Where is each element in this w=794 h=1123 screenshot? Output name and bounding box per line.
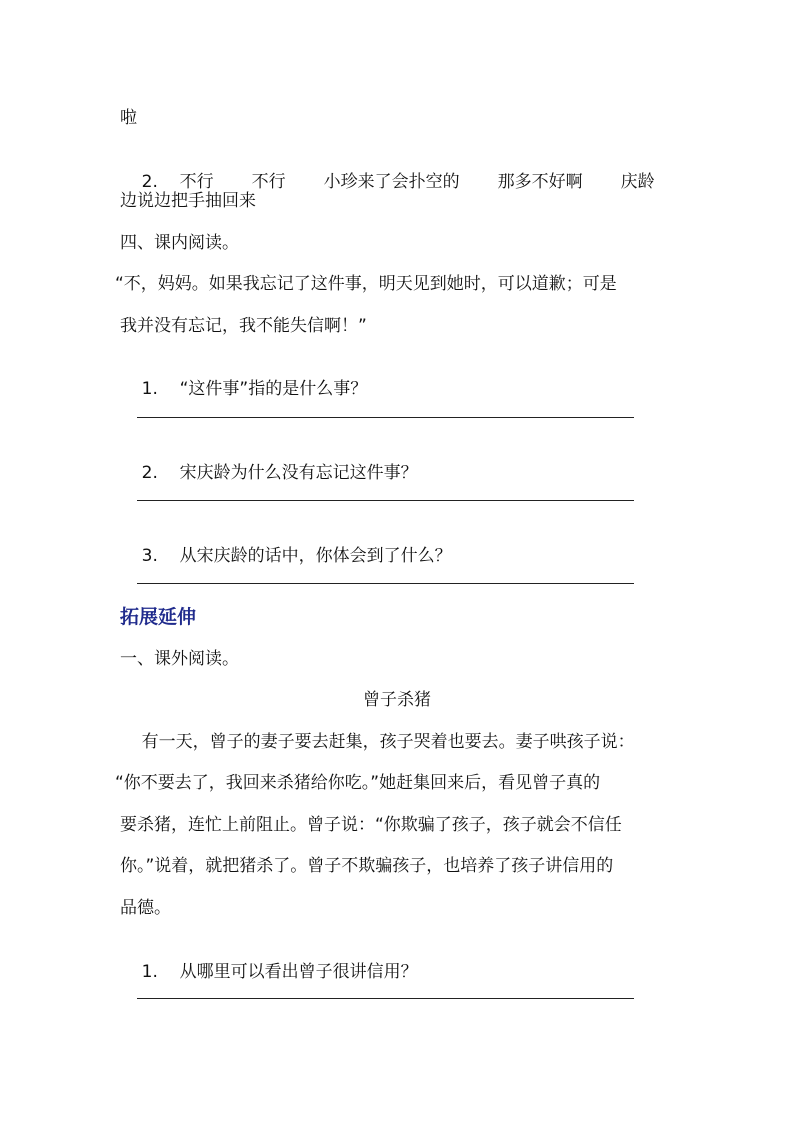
answer-part: 小珍来了会扑空的 (323, 172, 460, 192)
question-number: 1. (141, 962, 158, 982)
quote-line-2: 我并没有忘记，我不能失信啊！” (120, 316, 367, 336)
question-a1 (120, 356, 367, 422)
answer-part: 庆龄 (620, 172, 655, 192)
story-line: 品德。 (120, 898, 171, 918)
question-b1 (120, 939, 418, 1005)
question-number: 1. (141, 379, 158, 399)
answer-line[interactable] (137, 998, 634, 999)
question-a3 (120, 523, 452, 589)
question-text: 从哪里可以看出曾子很讲信用？ (179, 962, 418, 982)
answer-2-number: 2. (141, 172, 158, 192)
story-line: “你不要去了，我回来杀猪给你吃。”她赶集回来后，看见曾子真的 (115, 773, 601, 793)
quote-line-1: “不，妈妈。如果我忘记了这件事，明天见到她时，可以道歉；可是 (115, 274, 617, 294)
answer-line[interactable] (137, 417, 634, 418)
extension-title: 拓展延伸 (120, 606, 197, 628)
question-number: 3. (141, 546, 158, 566)
top-fragment: 啦 (120, 108, 137, 128)
section-4-title: 四、课内阅读。 (120, 233, 239, 253)
answer-part: 那多不好啊 (497, 172, 583, 192)
answer-line[interactable] (137, 583, 634, 584)
story-line: 要杀猪，连忙上前阻止。曾子说：“你欺骗了孩子，孩子就会不信任 (120, 815, 622, 835)
answer-part: 不行 (179, 172, 214, 192)
question-text: 从宋庆龄的话中，你体会到了什么？ (179, 546, 452, 566)
answer-line[interactable] (137, 500, 634, 501)
question-number: 2. (141, 463, 158, 483)
question-text: 宋庆龄为什么没有忘记这件事？ (179, 463, 418, 483)
answer-2-continuation: 边说边把手抽回来 (120, 191, 256, 211)
story-line: 你。”说着，就把猪杀了。曾子不欺骗孩子，也培养了孩子讲信用的 (120, 856, 614, 876)
answer-part: 不行 (251, 172, 286, 192)
question-a2 (120, 440, 418, 506)
story-title: 曾子杀猪 (363, 690, 431, 710)
question-text: “这件事”指的是什么事？ (179, 379, 368, 399)
section-1-title: 一、课外阅读。 (120, 649, 239, 669)
story-line: 有一天，曾子的妻子要去赶集，孩子哭着也要去。妻子哄孩子说： (120, 732, 635, 752)
